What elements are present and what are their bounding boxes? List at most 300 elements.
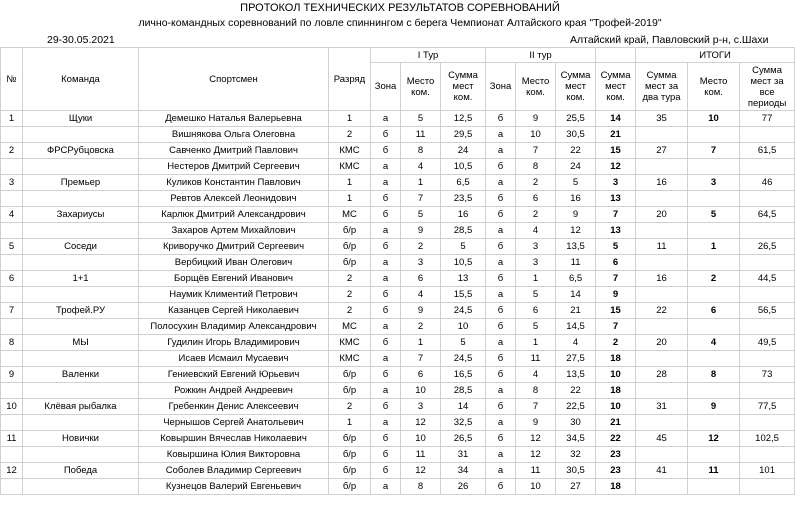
tour2-zone-cell: б xyxy=(486,431,516,447)
tour1-zone-cell: а xyxy=(371,175,401,191)
tour1-place-cell: 11 xyxy=(401,127,441,143)
tour2-sum-cell: 34,5 xyxy=(556,431,596,447)
tour2-zone-cell: б xyxy=(486,399,516,415)
team-name-cell xyxy=(23,319,139,335)
sum-all-periods-cell xyxy=(740,223,795,239)
team-number-cell xyxy=(1,383,23,399)
team-name-cell: Захариусы xyxy=(23,207,139,223)
team-name-cell: Премьер xyxy=(23,175,139,191)
final-place-cell xyxy=(688,255,740,271)
tour2-sum-cell: 24 xyxy=(556,159,596,175)
total-places-cell: 10 xyxy=(596,399,636,415)
rank-cell: 2 xyxy=(329,303,371,319)
final-place-cell xyxy=(688,223,740,239)
col-zone2-header: Зона xyxy=(486,63,516,111)
tour1-sum-cell: 16 xyxy=(441,207,486,223)
table-header-row-top xyxy=(1,48,795,63)
total-places-cell: 23 xyxy=(596,447,636,463)
tour1-place-cell: 12 xyxy=(401,463,441,479)
sum-all-periods-cell: 44,5 xyxy=(740,271,795,287)
tour1-place-cell: 7 xyxy=(401,191,441,207)
tour2-zone-cell: а xyxy=(486,287,516,303)
final-place-cell: 10 xyxy=(688,111,740,127)
rank-cell: б/р xyxy=(329,239,371,255)
tour1-zone-cell: б xyxy=(371,431,401,447)
team-name-cell xyxy=(23,447,139,463)
table-row xyxy=(1,239,795,255)
athlete-name-cell: Борщёв Евгений Иванович xyxy=(139,271,329,287)
tour2-zone-cell: а xyxy=(486,223,516,239)
tour1-place-cell: 6 xyxy=(401,367,441,383)
final-place-cell xyxy=(688,383,740,399)
sum-two-tours-cell: 16 xyxy=(636,175,688,191)
athlete-name-cell: Захаров Артем Михайлович xyxy=(139,223,329,239)
table-row xyxy=(1,287,795,303)
tour1-zone-cell: а xyxy=(371,479,401,495)
tour1-place-cell: 10 xyxy=(401,431,441,447)
final-place-cell xyxy=(688,287,740,303)
col-total-header: Сумма мест ком. xyxy=(596,63,636,111)
athlete-name-cell: Чернышов Сергей Анатольевич xyxy=(139,415,329,431)
final-place-cell: 4 xyxy=(688,335,740,351)
tour1-place-cell: 4 xyxy=(401,159,441,175)
total-places-cell: 23 xyxy=(596,463,636,479)
tour2-zone-cell: а xyxy=(486,143,516,159)
team-number-cell: 5 xyxy=(1,239,23,255)
tour1-place-cell: 1 xyxy=(401,335,441,351)
tour1-zone-cell: а xyxy=(371,383,401,399)
tour1-sum-cell: 26,5 xyxy=(441,431,486,447)
sum-all-periods-cell: 46 xyxy=(740,175,795,191)
tour2-place-cell: 9 xyxy=(516,415,556,431)
team-name-cell: Победа xyxy=(23,463,139,479)
tour2-place-cell: 4 xyxy=(516,367,556,383)
total-places-cell: 15 xyxy=(596,303,636,319)
tour2-sum-cell: 30 xyxy=(556,415,596,431)
tour1-zone-cell: б xyxy=(371,335,401,351)
total-places-cell: 13 xyxy=(596,191,636,207)
athlete-name-cell: Ковыршина Юлия Викторовна xyxy=(139,447,329,463)
rank-cell: КМС xyxy=(329,335,371,351)
competition-location: Алтайский край, Павловский р-н, с.Шахи xyxy=(570,34,769,46)
tour1-zone-cell: б xyxy=(371,447,401,463)
rank-cell: 1 xyxy=(329,415,371,431)
rank-cell: МС xyxy=(329,207,371,223)
rank-cell: 2 xyxy=(329,399,371,415)
sum-two-tours-cell: 20 xyxy=(636,335,688,351)
table-row xyxy=(1,463,795,479)
total-places-cell: 18 xyxy=(596,479,636,495)
sum-two-tours-cell xyxy=(636,127,688,143)
tour2-place-cell: 4 xyxy=(516,223,556,239)
tour2-zone-cell: б xyxy=(486,191,516,207)
sum-all-periods-cell xyxy=(740,255,795,271)
rank-cell: 1 xyxy=(329,111,371,127)
total-places-cell: 9 xyxy=(596,287,636,303)
sum-two-tours-cell xyxy=(636,415,688,431)
tour1-sum-cell: 24 xyxy=(441,143,486,159)
tour1-zone-cell: а xyxy=(371,223,401,239)
tour1-zone-cell: б xyxy=(371,287,401,303)
tour2-zone-cell: а xyxy=(486,415,516,431)
team-name-cell: Щуки xyxy=(23,111,139,127)
team-number-cell xyxy=(1,191,23,207)
tour1-sum-cell: 10,5 xyxy=(441,159,486,175)
tour2-zone-cell: б xyxy=(486,271,516,287)
total-places-cell: 15 xyxy=(596,143,636,159)
tour1-sum-cell: 6,5 xyxy=(441,175,486,191)
tour2-place-cell: 2 xyxy=(516,207,556,223)
team-name-cell: МЫ xyxy=(23,335,139,351)
tour2-place-cell: 6 xyxy=(516,191,556,207)
col-place1-header: Место ком. xyxy=(401,63,441,111)
athlete-name-cell: Карлюк Дмитрий Александрович xyxy=(139,207,329,223)
team-number-cell: 12 xyxy=(1,463,23,479)
final-place-cell: 1 xyxy=(688,239,740,255)
tour2-zone-cell: а xyxy=(486,463,516,479)
tour1-place-cell: 9 xyxy=(401,223,441,239)
team-name-cell xyxy=(23,383,139,399)
tour1-sum-cell: 16,5 xyxy=(441,367,486,383)
tour1-place-cell: 2 xyxy=(401,239,441,255)
tour2-zone-cell: б xyxy=(486,319,516,335)
tour1-sum-cell: 12,5 xyxy=(441,111,486,127)
sum-two-tours-cell: 20 xyxy=(636,207,688,223)
tour2-sum-cell: 27 xyxy=(556,479,596,495)
sum-all-periods-cell xyxy=(740,383,795,399)
tour2-zone-cell: б xyxy=(486,159,516,175)
tour2-place-cell: 1 xyxy=(516,335,556,351)
tour1-sum-cell: 5 xyxy=(441,335,486,351)
team-name-cell xyxy=(23,191,139,207)
final-place-cell: 8 xyxy=(688,367,740,383)
sum-two-tours-cell: 28 xyxy=(636,367,688,383)
final-place-cell: 7 xyxy=(688,143,740,159)
team-number-cell xyxy=(1,319,23,335)
athlete-name-cell: Кузнецов Валерий Евгеньевич xyxy=(139,479,329,495)
athlete-name-cell: Вербицкий Иван Олегович xyxy=(139,255,329,271)
team-number-cell xyxy=(1,351,23,367)
tour1-zone-cell: б xyxy=(371,191,401,207)
sum-two-tours-cell xyxy=(636,255,688,271)
tour1-sum-cell: 34 xyxy=(441,463,486,479)
tour1-place-cell: 8 xyxy=(401,479,441,495)
tour2-place-cell: 8 xyxy=(516,159,556,175)
final-place-cell: 9 xyxy=(688,399,740,415)
table-row xyxy=(1,479,795,495)
team-number-cell: 8 xyxy=(1,335,23,351)
tour1-zone-cell: а xyxy=(371,159,401,175)
team-number-cell: 1 xyxy=(1,111,23,127)
tour2-place-cell: 3 xyxy=(516,239,556,255)
total-places-cell: 7 xyxy=(596,319,636,335)
rank-cell: КМС xyxy=(329,143,371,159)
tour1-place-cell: 8 xyxy=(401,143,441,159)
tour2-sum-cell: 30,5 xyxy=(556,463,596,479)
sum-all-periods-cell: 77,5 xyxy=(740,399,795,415)
sum-two-tours-cell: 11 xyxy=(636,239,688,255)
team-name-cell: Соседи xyxy=(23,239,139,255)
protocol-title: ПРОТОКОЛ ТЕХНИЧЕСКИХ РЕЗУЛЬТАТОВ СОРЕВНОВАНИЙ xyxy=(240,2,560,14)
tour2-place-cell: 9 xyxy=(516,111,556,127)
tour1-place-cell: 11 xyxy=(401,447,441,463)
tour2-place-cell: 10 xyxy=(516,127,556,143)
team-name-cell xyxy=(23,255,139,271)
sum-two-tours-cell xyxy=(636,383,688,399)
team-number-cell: 11 xyxy=(1,431,23,447)
final-place-cell: 2 xyxy=(688,271,740,287)
competition-subtitle: лично-командных соревнований по ловле спиннингом с берега Чемпионат Алтайского края "Трофей-2019" xyxy=(138,17,662,29)
tour2-place-cell: 11 xyxy=(516,463,556,479)
table-row xyxy=(1,271,795,287)
tour2-sum-cell: 13,5 xyxy=(556,239,596,255)
sum-all-periods-cell xyxy=(740,319,795,335)
athlete-name-cell: Наумик Климентий Петрович xyxy=(139,287,329,303)
total-places-cell: 6 xyxy=(596,255,636,271)
total-places-cell: 2 xyxy=(596,335,636,351)
tour2-sum-cell: 30,5 xyxy=(556,127,596,143)
tour1-zone-cell: б xyxy=(371,463,401,479)
team-number-cell xyxy=(1,479,23,495)
final-place-cell xyxy=(688,159,740,175)
total-places-cell: 3 xyxy=(596,175,636,191)
total-places-cell: 14 xyxy=(596,111,636,127)
team-number-cell xyxy=(1,223,23,239)
table-row xyxy=(1,303,795,319)
final-place-cell xyxy=(688,351,740,367)
total-places-cell: 21 xyxy=(596,127,636,143)
tour2-zone-cell: б xyxy=(486,303,516,319)
team-number-cell: 9 xyxy=(1,367,23,383)
final-place-cell: 12 xyxy=(688,431,740,447)
tour1-place-cell: 9 xyxy=(401,303,441,319)
sum-two-tours-cell xyxy=(636,319,688,335)
total-places-cell: 10 xyxy=(596,367,636,383)
sum-all-periods-cell: 49,5 xyxy=(740,335,795,351)
total-places-cell: 18 xyxy=(596,351,636,367)
sum-all-periods-cell xyxy=(740,447,795,463)
sum-all-periods-cell xyxy=(740,415,795,431)
athlete-name-cell: Гудилин Игорь Владимирович xyxy=(139,335,329,351)
final-place-cell: 5 xyxy=(688,207,740,223)
table-row xyxy=(1,367,795,383)
athlete-name-cell: Савченко Дмитрий Павлович xyxy=(139,143,329,159)
tour1-sum-cell: 29,5 xyxy=(441,127,486,143)
tour2-place-cell: 7 xyxy=(516,399,556,415)
sum-two-tours-cell xyxy=(636,191,688,207)
sum-all-periods-cell: 64,5 xyxy=(740,207,795,223)
tour1-zone-cell: а xyxy=(371,415,401,431)
athlete-name-cell: Гребенкин Денис Алексеевич xyxy=(139,399,329,415)
tour1-sum-cell: 24,5 xyxy=(441,303,486,319)
tour1-sum-cell: 10,5 xyxy=(441,255,486,271)
athlete-name-cell: Вишнякова Ольга Олеговна xyxy=(139,127,329,143)
total-places-cell: 12 xyxy=(596,159,636,175)
tour2-sum-cell: 25,5 xyxy=(556,111,596,127)
total-places-cell: 22 xyxy=(596,431,636,447)
tour2-zone-cell: б xyxy=(486,479,516,495)
team-name-cell xyxy=(23,127,139,143)
final-place-cell xyxy=(688,447,740,463)
table-row xyxy=(1,143,795,159)
tour2-place-cell: 1 xyxy=(516,271,556,287)
sum-all-periods-cell xyxy=(740,287,795,303)
team-name-cell: Клёвая рыбалка xyxy=(23,399,139,415)
tour1-zone-cell: б xyxy=(371,143,401,159)
team-name-cell xyxy=(23,159,139,175)
table-row xyxy=(1,351,795,367)
tour2-sum-cell: 5 xyxy=(556,175,596,191)
tour1-sum-cell: 13 xyxy=(441,271,486,287)
tour1-place-cell: 5 xyxy=(401,111,441,127)
table-row xyxy=(1,335,795,351)
tour2-place-cell: 11 xyxy=(516,351,556,367)
table-row xyxy=(1,319,795,335)
team-number-cell xyxy=(1,447,23,463)
tour1-sum-cell: 15,5 xyxy=(441,287,486,303)
tour1-place-cell: 5 xyxy=(401,207,441,223)
final-place-cell xyxy=(688,319,740,335)
sum-all-periods-cell: 77 xyxy=(740,111,795,127)
team-number-cell: 4 xyxy=(1,207,23,223)
tour1-zone-cell: а xyxy=(371,255,401,271)
tour1-sum-cell: 10 xyxy=(441,319,486,335)
table-row xyxy=(1,447,795,463)
final-place-cell: 11 xyxy=(688,463,740,479)
tour1-zone-cell: а xyxy=(371,271,401,287)
rank-cell: б/р xyxy=(329,463,371,479)
tour1-header: I Тур xyxy=(371,48,486,63)
total-places-cell: 7 xyxy=(596,271,636,287)
sum-two-tours-cell xyxy=(636,287,688,303)
final-place-cell: 3 xyxy=(688,175,740,191)
total-places-cell: 13 xyxy=(596,223,636,239)
tour2-place-cell: 12 xyxy=(516,431,556,447)
tour2-place-cell: 10 xyxy=(516,479,556,495)
tour2-sum-cell: 22 xyxy=(556,383,596,399)
rank-cell: б/р xyxy=(329,383,371,399)
tour1-sum-cell: 24,5 xyxy=(441,351,486,367)
tour1-zone-cell: б xyxy=(371,367,401,383)
tour1-sum-cell: 5 xyxy=(441,239,486,255)
tour1-place-cell: 12 xyxy=(401,415,441,431)
rank-cell: б/р xyxy=(329,431,371,447)
rank-cell: б/р xyxy=(329,447,371,463)
final-place-cell xyxy=(688,191,740,207)
tour2-place-cell: 12 xyxy=(516,447,556,463)
team-name-cell: ФРСРубцовска xyxy=(23,143,139,159)
col-place2-header: Место ком. xyxy=(516,63,556,111)
final-place-cell xyxy=(688,127,740,143)
tour2-sum-cell: 32 xyxy=(556,447,596,463)
tour2-sum-cell: 12 xyxy=(556,223,596,239)
sum-two-tours-cell xyxy=(636,159,688,175)
tour1-zone-cell: б xyxy=(371,239,401,255)
sum-all-periods-cell xyxy=(740,127,795,143)
sum-all-periods-cell xyxy=(740,191,795,207)
final-place-cell xyxy=(688,479,740,495)
team-name-cell: 1+1 xyxy=(23,271,139,287)
tour2-sum-cell: 6,5 xyxy=(556,271,596,287)
sum-two-tours-cell xyxy=(636,351,688,367)
tour2-place-cell: 5 xyxy=(516,319,556,335)
tour2-sum-cell: 9 xyxy=(556,207,596,223)
tour1-zone-cell: а xyxy=(371,319,401,335)
sum-all-periods-cell: 26,5 xyxy=(740,239,795,255)
table-row xyxy=(1,127,795,143)
tour2-sum-cell: 27,5 xyxy=(556,351,596,367)
col-sum1-header: Сумма мест ком. xyxy=(441,63,486,111)
tour1-zone-cell: б xyxy=(371,303,401,319)
athlete-name-cell: Казанцев Сергей Николаевич xyxy=(139,303,329,319)
sum-all-periods-cell: 102,5 xyxy=(740,431,795,447)
tour1-zone-cell: б xyxy=(371,127,401,143)
tour2-sum-cell: 13,5 xyxy=(556,367,596,383)
sum-all-periods-cell: 56,5 xyxy=(740,303,795,319)
total-places-cell: 5 xyxy=(596,239,636,255)
rank-cell: 1 xyxy=(329,175,371,191)
sum-two-tours-cell: 27 xyxy=(636,143,688,159)
col-athlete-header: Спортсмен xyxy=(139,48,329,111)
col-sum-two-tours-header: Сумма мест за два тура xyxy=(636,63,688,111)
rank-cell: 2 xyxy=(329,271,371,287)
tour2-sum-cell: 14,5 xyxy=(556,319,596,335)
tour1-place-cell: 6 xyxy=(401,271,441,287)
table-row xyxy=(1,191,795,207)
rank-cell: КМС xyxy=(329,159,371,175)
tour1-sum-cell: 26 xyxy=(441,479,486,495)
athlete-name-cell: Рожкин Андрей Андреевич xyxy=(139,383,329,399)
col-sum2-header: Сумма мест ком. xyxy=(556,63,596,111)
team-number-cell xyxy=(1,255,23,271)
tour2-zone-cell: а xyxy=(486,383,516,399)
athlete-name-cell: Исаев Исмаил Мусаевич xyxy=(139,351,329,367)
tour2-zone-cell: а xyxy=(486,335,516,351)
sum-two-tours-cell: 16 xyxy=(636,271,688,287)
athlete-name-cell: Ковыршин Вячеслав Николаевич xyxy=(139,431,329,447)
final-place-cell: 6 xyxy=(688,303,740,319)
team-number-cell: 7 xyxy=(1,303,23,319)
table-row xyxy=(1,207,795,223)
team-number-cell xyxy=(1,159,23,175)
tour2-zone-cell: б xyxy=(486,111,516,127)
sum-two-tours-cell: 41 xyxy=(636,463,688,479)
table-row xyxy=(1,415,795,431)
tour2-zone-cell: б xyxy=(486,351,516,367)
team-name-cell: Валенки xyxy=(23,367,139,383)
col-final-place-header: Место ком. xyxy=(688,63,740,111)
tour1-zone-cell: б xyxy=(371,207,401,223)
tour2-sum-cell: 4 xyxy=(556,335,596,351)
sum-two-tours-cell xyxy=(636,479,688,495)
sum-two-tours-cell: 45 xyxy=(636,431,688,447)
rank-cell: б/р xyxy=(329,479,371,495)
team-name-cell xyxy=(23,223,139,239)
tour1-sum-cell: 28,5 xyxy=(441,383,486,399)
sum-all-periods-cell xyxy=(740,479,795,495)
sum-all-periods-cell xyxy=(740,159,795,175)
col-team-header: Команда xyxy=(23,48,139,111)
total-places-cell: 21 xyxy=(596,415,636,431)
tour2-sum-cell: 16 xyxy=(556,191,596,207)
tour2-sum-cell: 11 xyxy=(556,255,596,271)
rank-cell: б/р xyxy=(329,255,371,271)
rank-cell: 2 xyxy=(329,127,371,143)
team-number-cell xyxy=(1,287,23,303)
sum-all-periods-cell: 101 xyxy=(740,463,795,479)
tour1-zone-cell: б xyxy=(371,399,401,415)
athlete-name-cell: Гениевский Евгений Юрьевич xyxy=(139,367,329,383)
